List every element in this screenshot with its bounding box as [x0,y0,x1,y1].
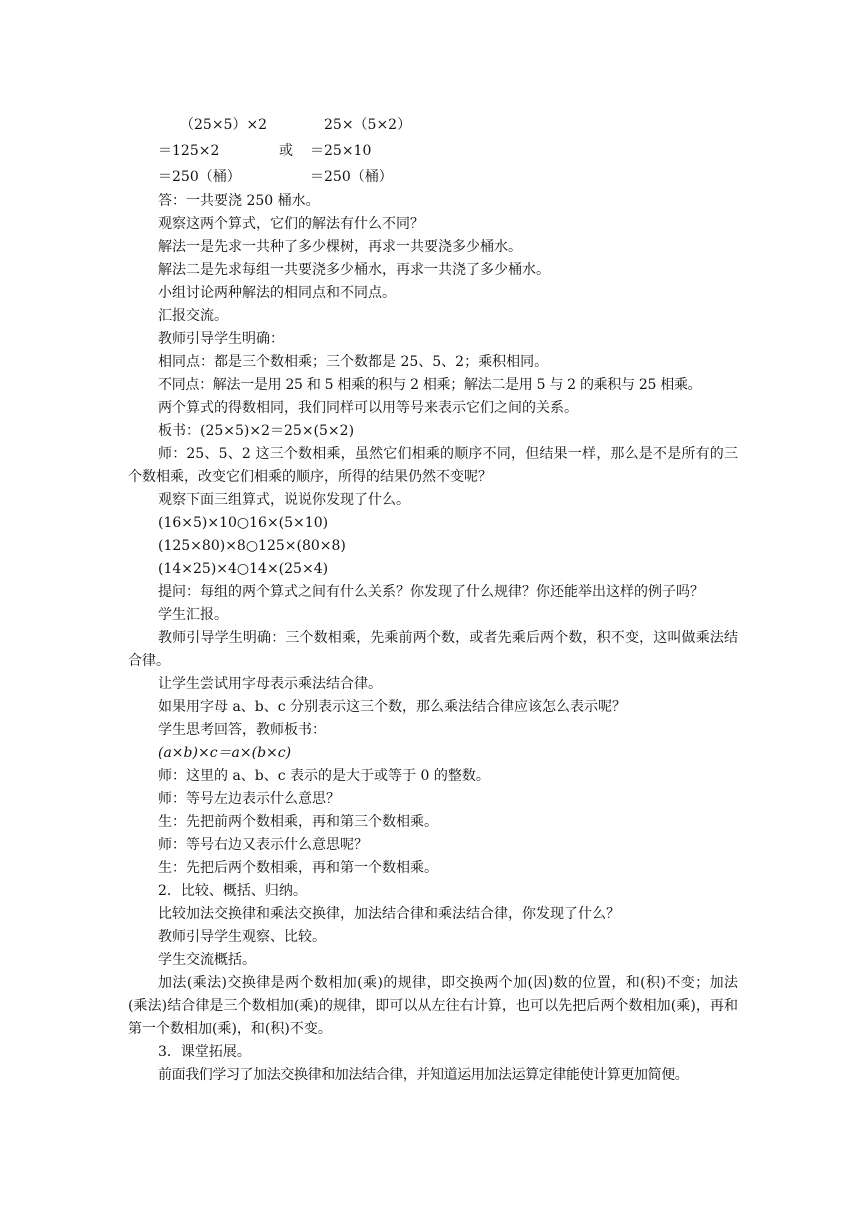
calc-row [158,138,578,164]
paragraph: 相同点：都是三个数相乘；三个数都是 25、5、2；乘积相同。 [158,354,549,370]
paragraph: 如果用字母 a、b、c 分别表示这三个数，那么乘法结合律应该怎么表示呢？ [158,699,627,715]
paragraph: 观察下面三组算式，说说你发现了什么。 [158,492,410,508]
paragraph: 解法一是先求一共种了多少棵树，再求一共要浇多少桶水。 [158,239,522,255]
paragraph: 不同点：解法一是用 25 和 5 相乘的积与 2 相乘；解法二是用 5 与 2 的乘积与 25 相乘。 [158,377,702,393]
paragraph: 提问：每组的两个算式之间有什么关系？你发现了什么规律？你还能举出这样的例子吗？ [158,584,704,600]
paragraph: 学生汇报。 [158,607,228,623]
paragraph: 学生思考回答，教师板书： [158,722,326,738]
expression: (14×25)×4○14×(25×4) [158,561,329,577]
paragraph: 生：先把后两个数相乘，再和第一个数相乘。 [158,860,438,876]
paragraph: 小组讨论两种解法的相同点和不同点。 [158,285,396,301]
paragraph: 学生交流概括。 [158,952,256,968]
paragraph: 生：先把前两个数相乘，再和第三个数相乘。 [158,814,438,830]
paragraph: 两个算式的得数相同，我们同样可以用等号来表示它们之间的关系。 [158,400,578,416]
calc-right: 25×（5×2） [324,117,412,133]
calc-row [158,164,578,190]
paragraph: 教师引导学生明确： [158,331,284,347]
calc-mid: 或 [279,143,293,159]
section-heading: 2．比较、概括、归纳。 [158,883,307,899]
paragraph: 答：一共要浇 250 桶水。 [158,193,320,209]
calc-left: ＝250（桶） [158,169,241,185]
paragraph: 教师引导学生明确：三个数相乘，先乘前两个数，或者先乘后两个数，积不变，这叫做乘法结合律。 [128,630,738,669]
calc-left: （25×5）×2 [180,117,268,133]
calc-right: ＝250（桶） [310,169,393,185]
paragraph: 师：等号右边又表示什么意思呢？ [158,837,368,853]
paragraph: 汇报交流。 [158,308,228,324]
paragraph: 观察这两个算式，它们的解法有什么不同？ [158,216,424,232]
board-writing: 板书：(25×5)×2＝25×(5×2) [158,423,355,439]
paragraph: 师：25、5、2 这三个数相乘，虽然它们相乘的顺序不同，但结果一样，那么是不是所有的三个数相乘，改变它们相乘的顺序，所得的结果仍然不变呢？ [128,446,738,485]
paragraph: 让学生尝试用字母表示乘法结合律。 [158,676,382,692]
document-body [128,190,738,1087]
paragraph: 解法二是先求每组一共要浇多少桶水，再求一共浇了多少桶水。 [158,262,550,278]
expression: (16×5)×10○16×(5×10) [158,515,329,531]
calc-right: ＝25×10 [310,143,372,159]
calculation-block [158,112,578,190]
section-heading: 3．课堂拓展。 [158,1044,251,1060]
paragraph: 师：等号左边表示什么意思？ [158,791,340,807]
expression: (125×80)×8○125×(80×8) [158,538,346,554]
paragraph: 师：这里的 a、b、c 表示的是大于或等于 0 的整数。 [158,768,490,784]
calc-row [158,112,578,138]
paragraph: 前面我们学习了加法交换律和加法结合律，并知道运用加法运算定律能使计算更加简便。 [158,1067,689,1083]
paragraph: 比较加法交换律和乘法交换律，加法结合律和乘法结合律，你发现了什么？ [158,906,620,922]
paragraph: 教师引导学生观察、比较。 [158,929,326,945]
paragraph: 加法(乘法)交换律是两个数相加(乘)的规律，即交换两个加(因)数的位置，和(积)不变；加法(乘法)结合律是三个数相加(乘)的规律，即可以从左往右计算，也可以先把后两个数相加(乘)，再和第一个数相加(乘)，和(积)不变。 [128,975,738,1037]
calc-left: ＝125×2 [158,143,220,159]
formula: (a×b)×c＝a×(b×c) [158,745,292,761]
